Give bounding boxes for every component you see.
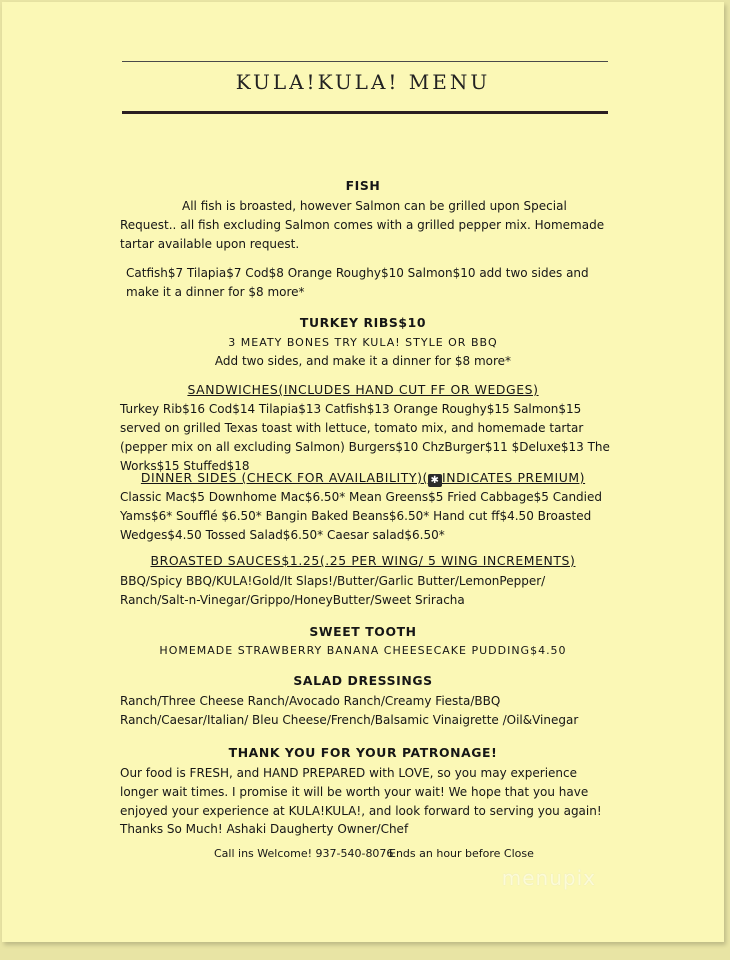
- fish-items: Catfish$7 Tilapia$7 Cod$8 Orange Roughy$10 Salmon$10 add two sides and make it a dinner for $8 more*: [126, 266, 589, 299]
- thanks-heading: THANK YOU FOR YOUR PATRONAGE!: [228, 745, 498, 760]
- turkey-line2: Add two sides, and make it a dinner for $8 more*: [214, 354, 512, 368]
- thanks-body: Our food is FRESH, and HAND PREPARED with LOVE, so you may experience longer wait times. I promise it will be worth your wait! We hope that you have enjoyed your experience at KULA!KULA!, and look forward to serving you again!: [120, 766, 602, 818]
- turkey-line1: 3 MEATY BONES TRY KULA! STYLE OR BBQ: [228, 336, 498, 349]
- dressings-heading: SALAD DRESSINGS: [293, 673, 433, 688]
- asterisk-icon: ✱: [428, 474, 442, 487]
- sides-heading: [2, 470, 724, 487]
- top-rule: [122, 61, 608, 62]
- sandwiches-heading: SANDWICHES(INCLUDES HAND CUT FF OR WEDGES): [187, 382, 539, 397]
- dressings-body: Ranch/Three Cheese Ranch/Avocado Ranch/Creamy Fiesta/BBQ Ranch/Caesar/Italian/ Bleu Cheese/French/Balsamic Vinaigrette /Oil&Vinegar: [120, 694, 579, 727]
- sweet-heading: SWEET TOOTH: [309, 624, 417, 639]
- fish-description: All fish is broasted, however Salmon can be grilled upon Special Request.. all fish excluding Salmon comes with a grilled pepper mix. Homemade tartar available upon request.: [120, 199, 605, 251]
- title-underline: [122, 111, 608, 114]
- fish-heading: FISH: [345, 178, 381, 193]
- closing-text: Ends an hour before Close: [389, 847, 534, 860]
- sandwiches-body: Turkey Rib$16 Cod$14 Tilapia$13 Catfish$13 Orange Roughy$15 Salmon$15 served on grilled Texas toast with lettuce, tomato mix, and homemade tartar (pepper mix on all excluding Salmon) Burgers$10 ChzBurger$11 $Deluxe$13 The Works$15 Stuffed$18: [120, 402, 610, 473]
- sides-body: Classic Mac$5 Downhome Mac$6.50* Mean Greens$5 Fried Cabbage$5 Candied Yams$6* Soufflé $6.50* Bangin Baked Beans$6.50* Hand cut ff$4.50 Broasted Wedges$4.50 Tossed Salad$6.50* Caesar salad$6.50*: [120, 490, 603, 542]
- sweet-body: HOMEMADE STRAWBERRY BANANA CHEESECAKE PUDDING$4.50: [159, 644, 567, 657]
- menu-title: KULA!KULA! MENU: [235, 70, 491, 94]
- menu-page: [2, 2, 724, 942]
- sides-heading-pre: DINNER SIDES (CHECK FOR AVAILABILITY)(: [140, 470, 428, 485]
- callins-text: Call ins Welcome! 937-540-8076: [214, 847, 394, 860]
- sauces-heading: BROASTED SAUCES$1.25(.25 PER WING/ 5 WING INCREMENTS): [150, 553, 576, 568]
- watermark-logo: menupix: [501, 866, 596, 890]
- sides-heading-post: INDICATES PREMIUM): [441, 470, 586, 485]
- sauces-body: BBQ/Spicy BBQ/KULA!Gold/It Slaps!/Butter/Garlic Butter/LemonPepper/ Ranch/Salt-n-Vinegar/Grippo/HoneyButter/Sweet Sriracha: [120, 574, 546, 607]
- thanks-signature: Thanks So Much! Ashaki Daugherty Owner/Chef: [120, 822, 409, 836]
- turkey-heading: TURKEY RIBS$10: [299, 315, 427, 330]
